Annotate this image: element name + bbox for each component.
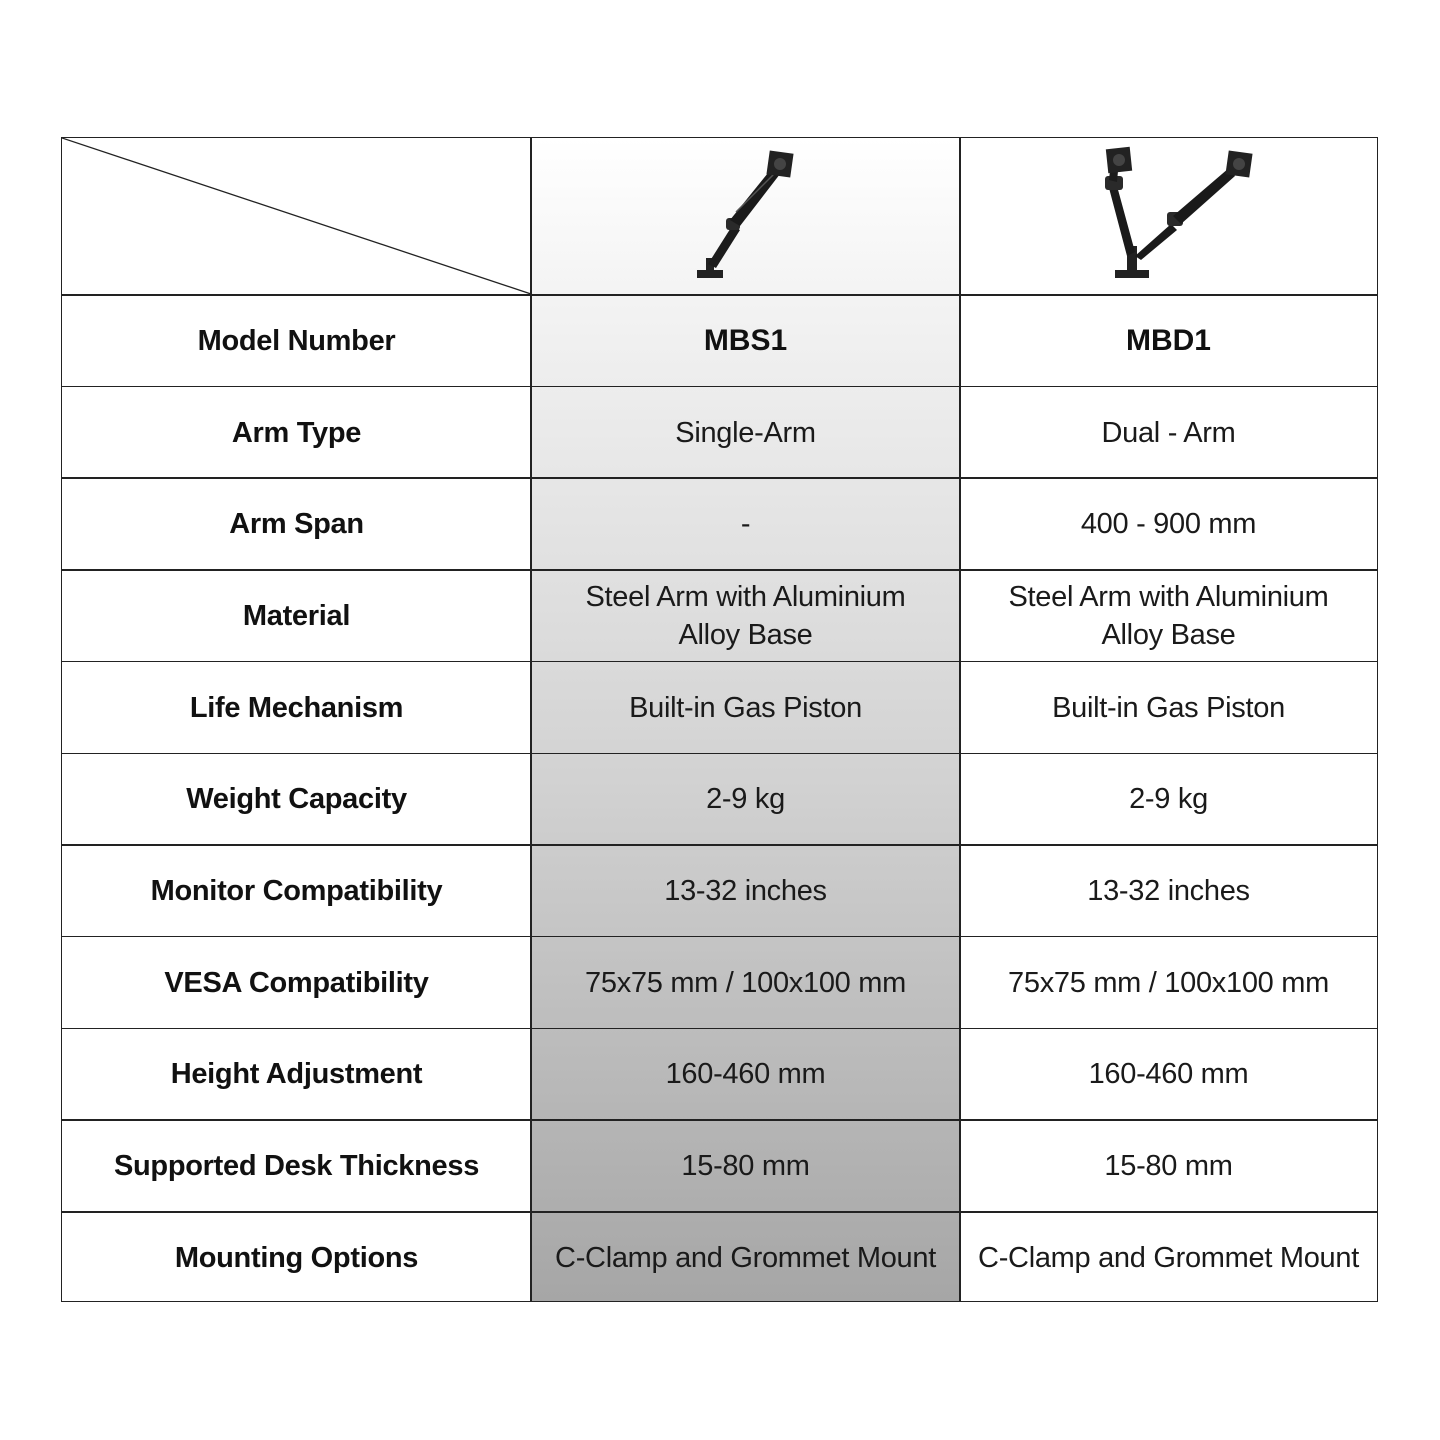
mbd1-value: C-Clamp and Grommet Mount [978,1241,1359,1274]
mbs1-value: 75x75 mm / 100x100 mm [585,966,906,999]
mbs1-value: C-Clamp and Grommet Mount [555,1241,936,1274]
row-label: Height Adjustment [170,1058,423,1091]
dual-monitor-arm-image [1097,146,1257,284]
mbs1-value: Built-in Gas Piston [629,691,862,724]
mbs1-value: Steel Arm with Aluminium Alloy Base [585,580,906,651]
row-label: Monitor Compatibility [150,875,443,908]
mbs1-value: MBS1 [703,323,788,357]
mbs1-value: 160-460 mm [665,1058,826,1091]
mbs1-value: 13-32 inches [664,875,827,908]
mbd1-value: 2-9 kg [1129,783,1208,816]
row-label: Weight Capacity [186,783,407,816]
mbd1-value: 15-80 mm [1104,1150,1233,1183]
mbs1-value: 15-80 mm [681,1150,810,1183]
mbd1-value: Built-in Gas Piston [1052,691,1285,724]
mbd1-value: Dual - Arm [1101,416,1236,449]
row-label: Arm Type [231,416,362,449]
mbd1-value: 13-32 inches [1087,875,1250,908]
mbd1-value: Steel Arm with Aluminium Alloy Base [1008,580,1329,651]
mbd1-value: 160-460 mm [1088,1058,1249,1091]
row-label: Arm Span [229,508,364,541]
mbs1-value: Single-Arm [675,416,816,449]
row-label: VESA Compatibility [164,966,429,999]
mbs1-value: 2-9 kg [706,783,785,816]
mbd1-value: 400 - 900 mm [1080,508,1257,541]
row-label: Model Number [197,324,396,357]
header-diagonal-line [62,138,532,295]
row-label: Mounting Options [174,1241,419,1274]
single-monitor-arm-image [682,146,812,284]
row-label: Life Mechanism [189,691,404,724]
row-label: Supported Desk Thickness [113,1150,480,1183]
row-label: Material [242,599,351,632]
mbd1-value: 75x75 mm / 100x100 mm [1008,966,1329,999]
comparison-table [61,137,1378,1302]
mbd1-value: MBD1 [1125,323,1211,357]
mbs1-value: - [740,508,751,541]
